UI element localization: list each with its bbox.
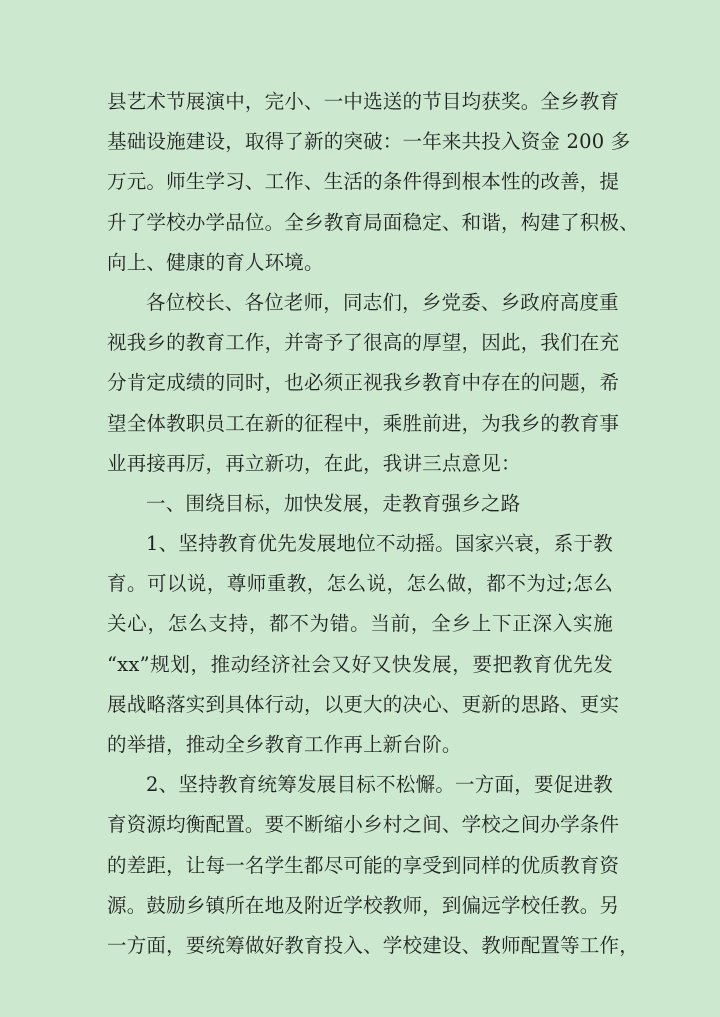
text-line: 县艺术节展演中，完小、一中选送的节目均获奖。全乡教育 [107,90,620,113]
text-line: 业再接再厉，再立新功，在此，我讲三点意见： [107,451,521,475]
text-line: 基础设施建设，取得了新的突破：一年来共投入资金 200 多 [107,130,631,154]
heading-line: 一、围绕目标，加快发展，走教育强乡之路 [146,491,521,515]
paragraph [107,524,620,765]
text-line: 育资源均衡配置。要不断缩小乡村之间、学校之间办学条件 [107,813,620,837]
text-line: 关心，怎么支持，都不为错。当前，全乡上下正深入实施 [107,612,613,636]
text-line: 1、坚持教育优先发展地位不动摇。国家兴衰，系于教 [146,532,613,556]
paragraph [107,283,620,484]
text-line: 分肯定成绩的同时，也必须正视我乡教育中存在的问题，希 [107,371,620,395]
text-line: “xx”规划，推动经济社会又好又快发展，要把教育优先发 [107,652,613,676]
text-line: 升了学校办学品位。全乡教育局面稳定、和谐，构建了积极、 [107,210,639,234]
text-line: 一方面，要统筹做好教育投入、学校建设、教师配置等工作， [107,933,639,957]
section-heading [107,484,613,524]
text-line: 展战略落实到具体行动，以更大的决心、更新的思路、更实 [107,692,620,716]
text-line: 各位校长、各位老师，同志们，乡党委、乡政府高度重 [146,290,619,314]
text-line: 的差距，让每一名学生都尽可能的享受到同样的优质教育资 [107,853,620,877]
text-line: 向上、健康的育人环境。 [107,250,324,274]
text-line: 望全体教职员工在新的征程中，乘胜前进，为我乡的教育事 [107,411,620,435]
paragraph [107,765,639,966]
text-line: 万元。师生学习、工作、生活的条件得到根本性的改善，提 [107,170,620,194]
paragraph [107,82,639,283]
document-body [107,82,639,966]
text-line: 视我乡的教育工作，并寄予了很高的厚望，因此，我们在充 [107,331,620,355]
text-line: 2、坚持教育统筹发展目标不松懈。一方面，要促进教 [146,773,613,797]
text-line: 源。鼓励乡镇所在地及附近学校教师，到偏远学校任教。另 [107,893,620,917]
text-line: 的举措，推动全乡教育工作再上新台阶。 [107,733,462,756]
text-line: 育。可以说，尊师重教，怎么说，怎么做，都不为过;怎么 [107,572,613,596]
